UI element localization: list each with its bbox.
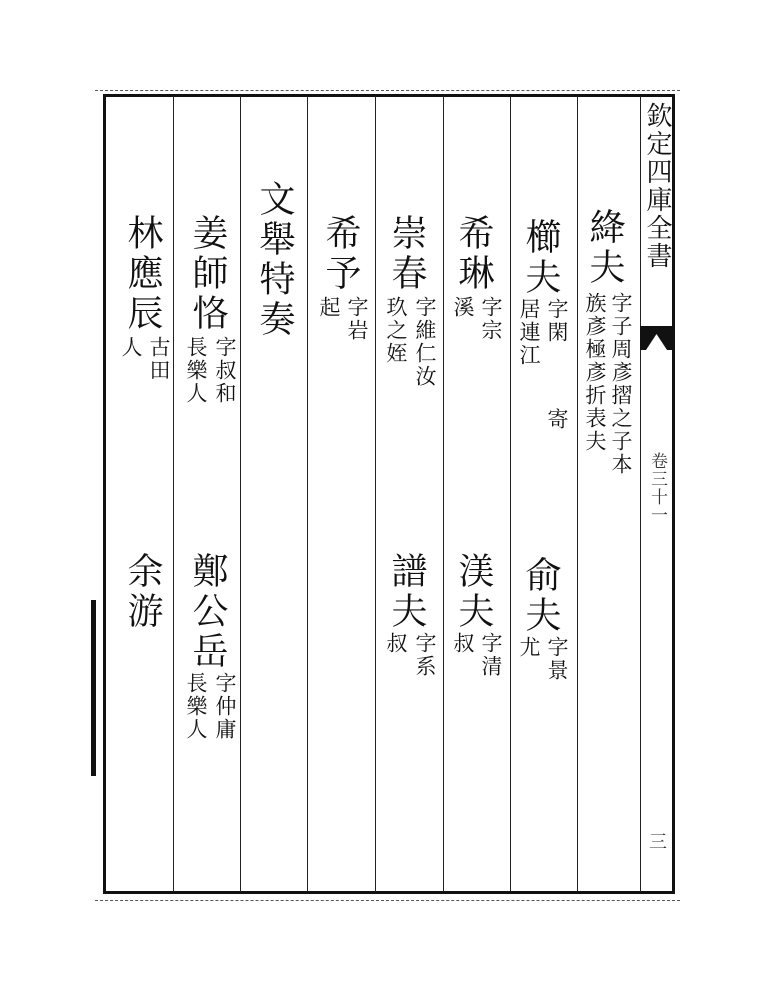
entry-note: 字仲庸 bbox=[213, 672, 237, 741]
entry-name: 余游 bbox=[122, 552, 163, 632]
binding-mark bbox=[91, 600, 96, 776]
entry-note: 玖之姪 bbox=[384, 296, 408, 365]
column-divider bbox=[307, 96, 308, 892]
entry-note: 族彥極彥折表夫 bbox=[583, 292, 607, 453]
entry-name: 鄭公岳 bbox=[187, 552, 228, 672]
column-divider bbox=[443, 96, 444, 892]
entry-note: 字子周彥摺之子本 bbox=[609, 292, 633, 476]
entry-note: 居連江 bbox=[517, 298, 541, 367]
entry-note: 長樂人 bbox=[184, 672, 208, 741]
entry-name: 希琳 bbox=[453, 214, 494, 294]
volume-label: 卷三十一 bbox=[647, 452, 667, 524]
bottom-rule bbox=[95, 900, 680, 902]
entry-name: 崇春 bbox=[386, 214, 427, 294]
entry-note: 字岩 bbox=[345, 296, 369, 342]
entry-note: 字景 bbox=[545, 636, 569, 682]
entry-note: 字系 bbox=[413, 632, 437, 678]
entry-name: 譜夫 bbox=[386, 552, 427, 632]
entry-name: 希予 bbox=[320, 214, 361, 294]
entry-note: 古田 bbox=[147, 336, 171, 382]
book-title: 欽定四庫全書 bbox=[642, 102, 672, 270]
column-divider bbox=[510, 96, 511, 892]
entry-name: 俞夫 bbox=[520, 556, 561, 636]
entry-note: 字維仁汝 bbox=[413, 296, 437, 388]
entry-note: 字宗 bbox=[479, 296, 503, 342]
page-number: 三 bbox=[646, 832, 667, 850]
column-divider bbox=[173, 96, 174, 892]
entry-note: 字叔和 bbox=[213, 336, 237, 405]
spine-column bbox=[640, 96, 673, 892]
column-divider bbox=[240, 96, 241, 892]
entry-note: 字閑 bbox=[545, 298, 569, 344]
entry-note: 溪 bbox=[451, 296, 475, 319]
entry-note: 寄 bbox=[545, 408, 569, 431]
entry-name: 林應辰 bbox=[122, 214, 163, 334]
entry-name: 渼夫 bbox=[453, 552, 494, 632]
entry-note: 字清 bbox=[479, 632, 503, 678]
entry-name: 櫛夫 bbox=[520, 218, 561, 298]
entry-note: 長樂人 bbox=[184, 336, 208, 405]
entry-note: 尤 bbox=[517, 636, 541, 659]
fishtail-mark bbox=[640, 326, 673, 350]
top-rule bbox=[95, 90, 680, 92]
entry-note: 起 bbox=[317, 296, 341, 319]
section-heading: 文舉特奏 bbox=[254, 180, 295, 340]
column-divider bbox=[577, 96, 578, 892]
entry-note: 叔 bbox=[384, 632, 408, 655]
entry-note: 叔 bbox=[451, 632, 475, 655]
entry-name: 姜師恪 bbox=[187, 214, 228, 334]
column-divider bbox=[375, 96, 376, 892]
entry-note: 人 bbox=[119, 336, 143, 359]
entry-name: 絳夫 bbox=[584, 208, 625, 288]
